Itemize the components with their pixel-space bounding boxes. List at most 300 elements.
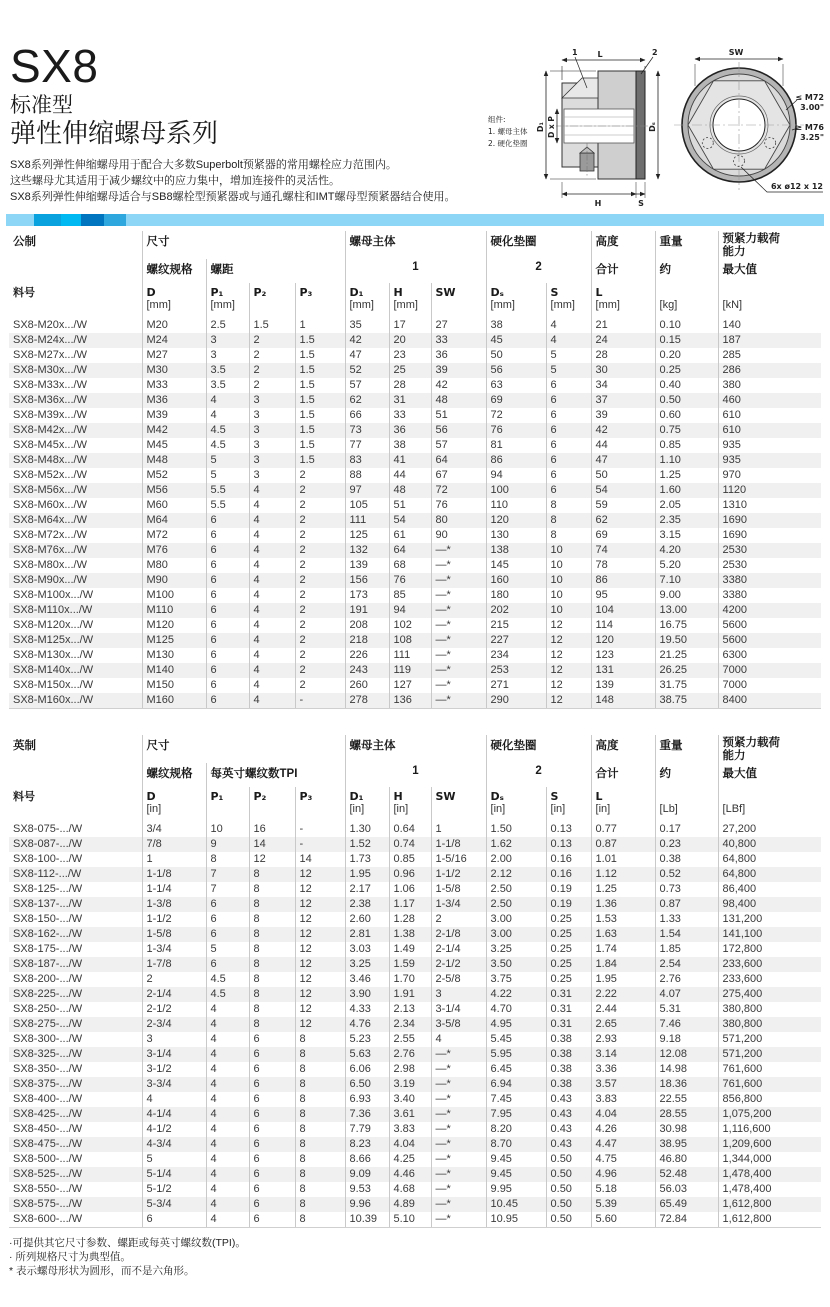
cell: 59 [591, 498, 655, 513]
cell: SX8-M48x.../W [9, 453, 142, 468]
cell: 148 [591, 693, 655, 709]
cell: 6300 [718, 648, 821, 663]
cell: 0.73 [655, 882, 718, 897]
cell: 4.07 [655, 987, 718, 1002]
dim-label-D1: D₁ [536, 121, 545, 133]
cell: 1.17 [389, 897, 431, 912]
accent-bar [6, 214, 824, 226]
cell: 2-1/4 [431, 942, 486, 957]
table-row [9, 1092, 821, 1107]
cell: 2 [295, 528, 345, 543]
cell: —* [431, 603, 486, 618]
cell: 3 [206, 348, 249, 363]
cell: 3-5/8 [431, 1017, 486, 1032]
column-header: P₁ [206, 787, 249, 822]
table-row [9, 822, 821, 837]
table-row [9, 663, 821, 678]
cell: 6 [249, 1212, 295, 1228]
cell: 1.36 [591, 897, 655, 912]
column-header: L [mm] [591, 283, 655, 318]
cell: 14 [295, 852, 345, 867]
table-row [9, 852, 821, 867]
table-row [9, 453, 821, 468]
table-row [9, 1122, 821, 1137]
cell: 72 [486, 408, 546, 423]
callout-2: 2 [652, 48, 658, 57]
cell: 44 [389, 468, 431, 483]
cell: —* [431, 1062, 486, 1077]
cell: - [295, 693, 345, 709]
cell: 4.68 [389, 1182, 431, 1197]
cell: 12 [295, 927, 345, 942]
cell: 69 [486, 393, 546, 408]
cell: 1,478,400 [718, 1182, 821, 1197]
cell: 51 [431, 408, 486, 423]
cell: 81 [486, 438, 546, 453]
cell: 77 [345, 438, 389, 453]
cell: 0.25 [546, 957, 591, 972]
cell: 26.25 [655, 663, 718, 678]
cell: 460 [718, 393, 821, 408]
cell: 761,600 [718, 1077, 821, 1092]
cell: 0.38 [546, 1077, 591, 1092]
cell: 4 [206, 1017, 249, 1032]
cell: 4 [142, 1092, 206, 1107]
cell: 1.59 [389, 957, 431, 972]
cell: 571,200 [718, 1047, 821, 1062]
cell: 0.85 [655, 438, 718, 453]
cell: 123 [591, 648, 655, 663]
dim-label-SW: SW [728, 48, 744, 57]
cell: 1,209,600 [718, 1137, 821, 1152]
front-view [674, 48, 824, 192]
cell: 105 [345, 498, 389, 513]
group-header-preload: 预紧力载荷能力 [718, 231, 821, 259]
cell: M130 [142, 648, 206, 663]
cell: 4.75 [591, 1152, 655, 1167]
cell: SX8-M120x.../W [13, 619, 94, 631]
cell: 5.18 [591, 1182, 655, 1197]
cell: 3.25 [345, 957, 389, 972]
table-row [9, 558, 821, 573]
cell: 380,800 [718, 1017, 821, 1032]
cell: 3 [249, 423, 295, 438]
cell: 125 [345, 528, 389, 543]
table-row [9, 1182, 821, 1197]
cell: 4200 [718, 603, 821, 618]
cell: 42 [431, 378, 486, 393]
cell: 8 [295, 1182, 345, 1197]
cell: SX8-150-.../W [13, 913, 83, 925]
cell: 36 [389, 423, 431, 438]
cell: 38.95 [655, 1137, 718, 1152]
cell: —* [431, 1092, 486, 1107]
cell: 45 [486, 333, 546, 348]
cell: 2 [295, 558, 345, 573]
cell: 0.20 [655, 348, 718, 363]
table-row [9, 987, 821, 1002]
table-row [9, 648, 821, 663]
cell: 3 [249, 408, 295, 423]
cell: 4.04 [389, 1137, 431, 1152]
cell: 5 [546, 348, 591, 363]
cell: 2.50 [486, 897, 546, 912]
description-line: SX8系列弹性伸缩螺母适合与SB8螺栓型预紧器或与通孔螺柱和IMT螺母型预紧器结合使用。 [10, 191, 456, 203]
cell: 9.45 [486, 1167, 546, 1182]
cell: SX8-525-.../W [9, 1167, 142, 1182]
cell: 7/8 [142, 837, 206, 852]
cell: 4 [206, 1122, 249, 1137]
cell: SX8-M24x.../W [9, 333, 142, 348]
subheader-approx: 约 [655, 259, 718, 283]
table-row [9, 1137, 821, 1152]
cell: 4 [249, 573, 295, 588]
cell: SX8-M140x.../W [9, 663, 142, 678]
cell: 0.50 [546, 1212, 591, 1228]
cell: 2 [142, 972, 206, 987]
cell: 6 [206, 912, 249, 927]
cell: 6 [206, 678, 249, 693]
column-header: SW [431, 787, 486, 822]
cell: 4.22 [486, 987, 546, 1002]
cell: 2 [295, 678, 345, 693]
cell: 5.95 [486, 1047, 546, 1062]
subheader-group2: 2 [486, 259, 591, 283]
cell: —* [431, 1047, 486, 1062]
cell: 2.22 [591, 987, 655, 1002]
product-description [10, 157, 490, 205]
cell: 761,600 [718, 1062, 821, 1077]
cell: 1.63 [591, 927, 655, 942]
cell: 72 [431, 483, 486, 498]
cell: SX8-M160x.../W [9, 693, 142, 709]
cell: 0.75 [655, 423, 718, 438]
cell: 3 [249, 438, 295, 453]
cell: 139 [591, 678, 655, 693]
cell: —* [431, 648, 486, 663]
cell: 1.62 [486, 837, 546, 852]
cell: 12 [249, 852, 295, 867]
drawing-legend-title: 组件: [488, 115, 506, 124]
cell: 85 [389, 588, 431, 603]
cell: 2 [295, 468, 345, 483]
cell: 76 [486, 423, 546, 438]
cell: —* [431, 1107, 486, 1122]
cell: 3.5 [206, 363, 249, 378]
cell: 4 [249, 693, 295, 709]
cell: 1-1/2 [142, 912, 206, 927]
column-header: P₃ [295, 787, 345, 822]
cell: 50 [591, 468, 655, 483]
cell: 0.25 [546, 927, 591, 942]
cell: 3 [249, 393, 295, 408]
cell: 1.12 [591, 867, 655, 882]
cell: 8 [249, 867, 295, 882]
subheader-tpi: 每英寸螺纹数TPI [206, 763, 345, 787]
table-row [9, 678, 821, 693]
cell: 94 [389, 603, 431, 618]
cell: 4.95 [486, 1017, 546, 1032]
cell: 0.43 [546, 1092, 591, 1107]
cell: 6 [546, 483, 591, 498]
cell: M36 [142, 393, 206, 408]
drawing-legend-item: 1. 螺母主体 [488, 127, 528, 136]
cell: 1.95 [591, 972, 655, 987]
cell: 6 [249, 1137, 295, 1152]
cell: 253 [486, 663, 546, 678]
cell: 94 [486, 468, 546, 483]
cell: 104 [591, 603, 655, 618]
cell: 12 [546, 678, 591, 693]
cell: SX8-075-.../W [13, 823, 83, 835]
cell: 4 [206, 1167, 249, 1182]
cell: 64,800 [718, 852, 821, 867]
cell: 1,612,800 [718, 1212, 821, 1228]
dim-label-L: L [597, 50, 603, 59]
cell: 88 [345, 468, 389, 483]
cell: 52.48 [655, 1167, 718, 1182]
cell: 2.38 [345, 897, 389, 912]
cell: 1.70 [389, 972, 431, 987]
cell: 1310 [718, 498, 821, 513]
cell: M150 [142, 678, 206, 693]
cell: 7.36 [345, 1107, 389, 1122]
cell: 6 [206, 558, 249, 573]
column-header: 料号 [13, 286, 35, 299]
cell: 14.98 [655, 1062, 718, 1077]
cell: 1.5 [295, 378, 345, 393]
cell: 2.81 [345, 927, 389, 942]
cell: 12 [295, 987, 345, 1002]
cell: 4 [206, 1047, 249, 1062]
cell: 5 [206, 942, 249, 957]
cell: 4 [206, 408, 249, 423]
cell: 3380 [718, 588, 821, 603]
cell: 1690 [718, 513, 821, 528]
table-row [9, 1017, 821, 1032]
table-row [9, 693, 821, 709]
cell: 6 [206, 513, 249, 528]
cell: SX8-M60x.../W [13, 499, 87, 511]
cell: 9 [206, 837, 249, 852]
cell: 8 [295, 1167, 345, 1182]
cell: —* [431, 693, 486, 709]
cell: —* [431, 1167, 486, 1182]
cell: 41 [389, 453, 431, 468]
cell: 21.25 [655, 648, 718, 663]
cell: 1 [142, 852, 206, 867]
subheader-thread-spec: 螺纹规格 [142, 763, 206, 787]
cell: 3.90 [345, 987, 389, 1002]
cell: 0.10 [655, 318, 718, 333]
table-row [9, 528, 821, 543]
cell: —* [431, 1152, 486, 1167]
cell: 271 [486, 678, 546, 693]
cell: 0.87 [655, 897, 718, 912]
cell: 86 [591, 573, 655, 588]
group-header-height: 高度 [591, 735, 655, 763]
cell: 3 [206, 333, 249, 348]
cell: 6 [249, 1122, 295, 1137]
column-header: SW [431, 283, 486, 318]
cell: 0.25 [546, 972, 591, 987]
cell: 6 [206, 618, 249, 633]
cell: 1.5 [295, 348, 345, 363]
cell: 0.16 [546, 867, 591, 882]
cell: 2 [249, 363, 295, 378]
column-header: H [mm] [389, 283, 431, 318]
cell: - [295, 822, 345, 837]
cell: SX8-100-.../W [13, 853, 83, 865]
cell: 2.5 [206, 318, 249, 333]
cell: 380,800 [718, 1002, 821, 1017]
cell: 233,600 [718, 957, 821, 972]
cell: 5.5 [206, 498, 249, 513]
cell: 8 [249, 897, 295, 912]
cell: 8 [295, 1062, 345, 1077]
cell: 260 [345, 678, 389, 693]
cell: —* [431, 678, 486, 693]
cell: SX8-450-.../W [13, 1123, 83, 1135]
cell: 12 [295, 1002, 345, 1017]
cell: 33 [431, 333, 486, 348]
cell: 2 [295, 633, 345, 648]
cell: 10 [546, 543, 591, 558]
dim-label-S: S [638, 199, 644, 208]
cell: 12 [295, 897, 345, 912]
cell: 8 [546, 528, 591, 543]
cell: 173 [345, 588, 389, 603]
cell: 12 [546, 663, 591, 678]
cell: 1.5 [295, 393, 345, 408]
cell: 46.80 [655, 1152, 718, 1167]
cell: 0.25 [546, 912, 591, 927]
cell: 136 [389, 693, 431, 709]
cell: M100 [142, 588, 206, 603]
table-row [9, 513, 821, 528]
cell: SX8-M130x.../W [13, 649, 94, 661]
cell: 856,800 [718, 1092, 821, 1107]
table-row [9, 1002, 821, 1017]
cell: 2 [431, 912, 486, 927]
cell: SX8-M110x.../W [9, 603, 142, 618]
cell: 10 [546, 558, 591, 573]
cell: 0.38 [546, 1047, 591, 1062]
cell: 0.43 [546, 1122, 591, 1137]
cell: 6 [546, 438, 591, 453]
cell: 6.93 [345, 1092, 389, 1107]
cell: 6 [249, 1047, 295, 1062]
cell: 3-1/2 [142, 1062, 206, 1077]
column-header: 料号 [13, 790, 35, 803]
cell: M30 [142, 363, 206, 378]
cell: 4.26 [591, 1122, 655, 1137]
cell: 0.43 [546, 1137, 591, 1152]
cell: —* [431, 1077, 486, 1092]
cell: 3/4 [142, 822, 206, 837]
group-header-washer: 硬化垫圈 [486, 231, 591, 259]
cell: 6 [249, 1107, 295, 1122]
cell: 1.84 [591, 957, 655, 972]
cell: 12 [295, 1017, 345, 1032]
cell: SX8-575-.../W [9, 1197, 142, 1212]
cell: 8.23 [345, 1137, 389, 1152]
cell: 4 [249, 498, 295, 513]
cell: 2.05 [655, 498, 718, 513]
cell: 1,344,000 [718, 1152, 821, 1167]
cell: 3.50 [486, 957, 546, 972]
accent-bar-segment [126, 214, 824, 226]
cell: SX8-087-.../W [9, 837, 142, 852]
cell: 4 [431, 1032, 486, 1047]
cell: 1.91 [389, 987, 431, 1002]
cell: 6.94 [486, 1077, 546, 1092]
cell: —* [431, 1137, 486, 1152]
cell: 6 [546, 468, 591, 483]
cell: 4 [546, 333, 591, 348]
cell: 28.55 [655, 1107, 718, 1122]
table-row [9, 498, 821, 513]
cell: 2 [295, 618, 345, 633]
cell: 7.10 [655, 573, 718, 588]
cell: 8 [546, 498, 591, 513]
cell: 3 [142, 1032, 206, 1047]
cell: SX8-112-.../W [9, 867, 142, 882]
cell: 8.70 [486, 1137, 546, 1152]
column-header: P₂ [249, 283, 295, 318]
cell: 54 [591, 483, 655, 498]
cell: —* [431, 633, 486, 648]
cell: 7 [206, 882, 249, 897]
cell: 2 [295, 498, 345, 513]
cell: 8 [249, 927, 295, 942]
cell: SX8-350-.../W [13, 1063, 83, 1075]
cell: 8 [249, 942, 295, 957]
cell: 56 [431, 423, 486, 438]
cell: M80 [142, 558, 206, 573]
cell: 1.50 [486, 822, 546, 837]
subheader-max: 最大值 [718, 259, 821, 283]
cell: 8 [249, 987, 295, 1002]
hex-size-note-in: 3.00" [800, 103, 824, 112]
column-header: S [in] [546, 787, 591, 822]
cell: 160 [486, 573, 546, 588]
cell: 935 [718, 453, 821, 468]
table-row [9, 318, 821, 333]
group-header-weight: 重量 [655, 735, 718, 763]
cell: 72.84 [655, 1212, 718, 1228]
cell: 48 [389, 483, 431, 498]
cell: SX8-M80x.../W [13, 559, 87, 571]
cell: 1 [431, 822, 486, 837]
cell: 0.50 [546, 1182, 591, 1197]
cell: - [295, 837, 345, 852]
cell: 1.5 [295, 453, 345, 468]
table-row [9, 438, 821, 453]
group-header-weight: 重量 [655, 231, 718, 259]
column-header: P₃ [295, 283, 345, 318]
cell: 1.5 [295, 423, 345, 438]
cell: 610 [718, 423, 821, 438]
column-header: H [in] [389, 787, 431, 822]
column-header: Dₛ [mm] [486, 283, 546, 318]
cell: 8 [295, 1152, 345, 1167]
subtitle-type: 标准型 [10, 94, 73, 117]
cell: 0.17 [655, 822, 718, 837]
cell: 23 [389, 348, 431, 363]
column-header: P₂ [249, 787, 295, 822]
cell: 7.95 [486, 1107, 546, 1122]
